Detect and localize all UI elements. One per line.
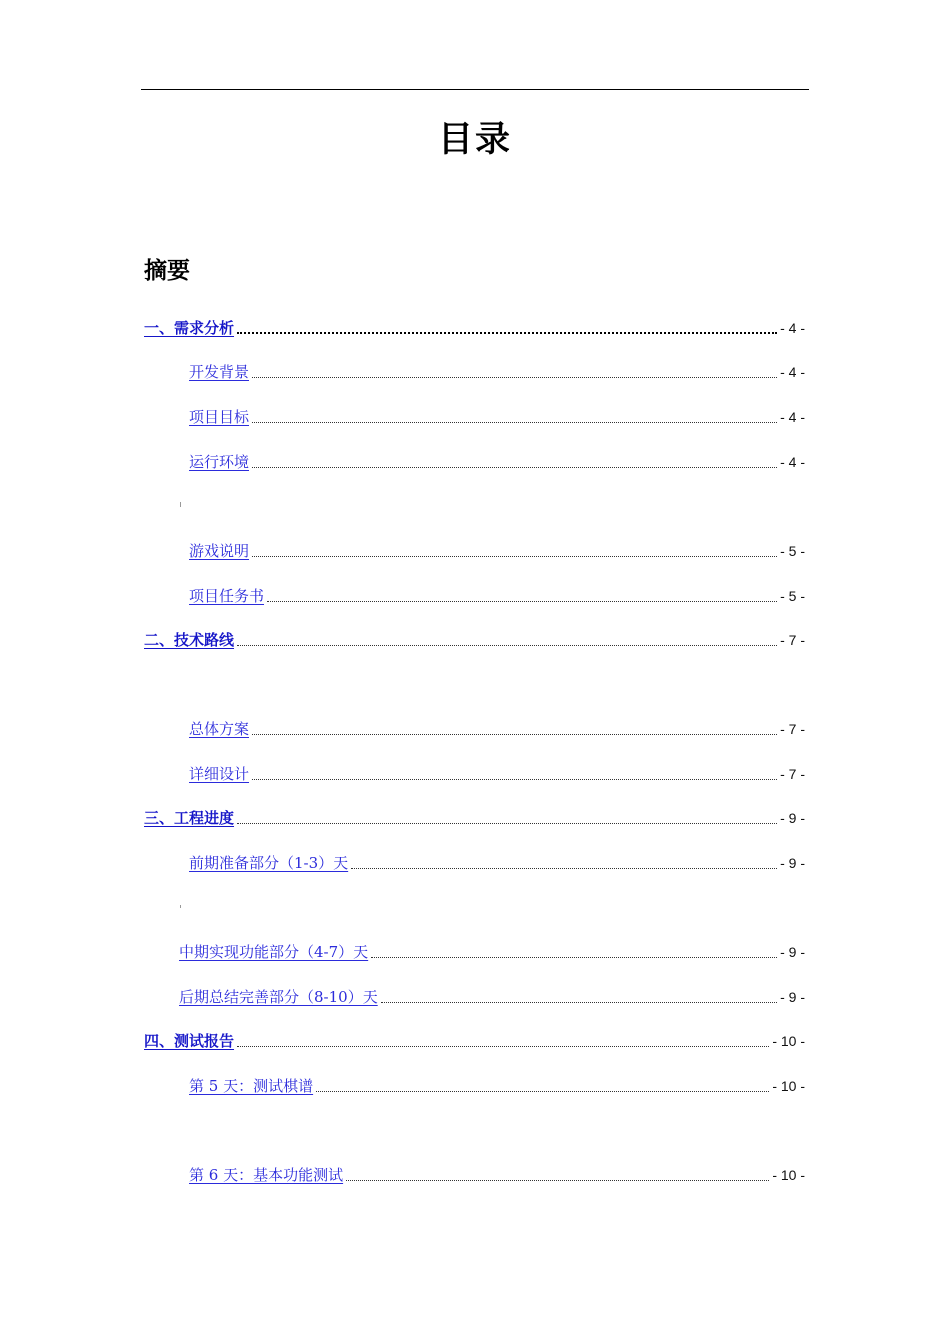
toc-page-number: - 7 - bbox=[780, 721, 805, 737]
toc-entry-day5-test[interactable] bbox=[179, 1073, 805, 1097]
toc-leader bbox=[237, 645, 777, 646]
toc-title: 目录 bbox=[437, 120, 512, 160]
toc-entry-requirements[interactable] bbox=[144, 315, 805, 339]
toc-page-number: - 4 - bbox=[780, 454, 805, 470]
toc-leader bbox=[237, 823, 777, 824]
toc-link[interactable]: 二、技术路线 bbox=[144, 631, 235, 649]
toc-page-number: - 9 - bbox=[780, 810, 805, 826]
toc-entry-progress[interactable] bbox=[144, 805, 805, 829]
toc-entry-late-phase[interactable] bbox=[179, 984, 805, 1008]
toc-link[interactable]: 一、需求分析 bbox=[144, 319, 235, 337]
toc-link[interactable]: 前期准备部分（1-3）天 bbox=[189, 854, 349, 872]
toc-page-number: - 9 - bbox=[780, 989, 805, 1005]
toc-leader bbox=[316, 1091, 769, 1092]
toc-link[interactable]: 四、测试报告 bbox=[144, 1032, 235, 1050]
toc-entry-task-book[interactable] bbox=[179, 583, 805, 607]
toc-entry-goals[interactable] bbox=[179, 404, 805, 428]
toc-link[interactable]: 项目目标 bbox=[189, 408, 250, 426]
toc-leader bbox=[252, 467, 777, 468]
toc-leader bbox=[351, 868, 777, 869]
toc-entry-day6-test[interactable] bbox=[179, 1162, 805, 1186]
toc-leader bbox=[346, 1180, 769, 1181]
toc-link[interactable]: 后期总结完善部分（8-10）天 bbox=[179, 988, 378, 1006]
toc-page-number: - 10 - bbox=[772, 1167, 805, 1183]
toc-link[interactable]: 运行环境 bbox=[189, 453, 250, 471]
stray-mark bbox=[180, 502, 181, 507]
toc-page-number: - 9 - bbox=[780, 855, 805, 871]
toc-entry-technical-route[interactable] bbox=[144, 627, 805, 651]
toc-page-number: - 7 - bbox=[780, 632, 805, 648]
toc-leader bbox=[381, 1002, 777, 1003]
toc-entry-middle-phase[interactable] bbox=[179, 939, 805, 963]
toc-link[interactable]: 第 6 天：基本功能测试 bbox=[189, 1166, 344, 1184]
toc-leader bbox=[252, 779, 777, 780]
toc-leader bbox=[252, 734, 777, 735]
toc-link[interactable]: 总体方案 bbox=[189, 720, 250, 738]
toc-page-number: - 5 - bbox=[780, 588, 805, 604]
toc-entry-background[interactable] bbox=[179, 359, 805, 383]
toc-entry-detailed-design[interactable] bbox=[179, 761, 805, 785]
toc-leader bbox=[237, 332, 777, 334]
toc-link[interactable]: 项目任务书 bbox=[189, 587, 265, 605]
toc-page-number: - 9 - bbox=[780, 944, 805, 960]
toc-entry-game-description[interactable] bbox=[179, 538, 805, 562]
toc-leader bbox=[252, 377, 777, 378]
toc-page-number: - 4 - bbox=[780, 409, 805, 425]
toc-page-number: - 4 - bbox=[780, 364, 805, 380]
toc-leader bbox=[237, 1046, 769, 1047]
toc-link[interactable]: 游戏说明 bbox=[189, 542, 250, 560]
toc-page-number: - 10 - bbox=[772, 1078, 805, 1094]
toc-page-number: - 5 - bbox=[780, 543, 805, 559]
toc-leader bbox=[371, 957, 777, 958]
toc-leader bbox=[252, 422, 777, 423]
toc-link[interactable]: 中期实现功能部分（4-7）天 bbox=[179, 943, 369, 961]
header-rule bbox=[141, 89, 809, 90]
toc-link[interactable]: 详细设计 bbox=[189, 765, 250, 783]
abstract-heading: 摘要 bbox=[144, 258, 190, 284]
toc-link[interactable]: 开发背景 bbox=[189, 363, 250, 381]
toc-page-number: - 10 - bbox=[772, 1033, 805, 1049]
toc-entry-environment[interactable] bbox=[179, 449, 805, 473]
toc-leader bbox=[267, 601, 777, 602]
toc-leader bbox=[252, 556, 777, 557]
stray-mark bbox=[180, 905, 181, 908]
toc-page-number: - 4 - bbox=[780, 320, 805, 336]
toc-entry-test-report[interactable] bbox=[144, 1028, 805, 1052]
toc-link[interactable]: 三、工程进度 bbox=[144, 809, 235, 827]
toc-entry-overall-plan[interactable] bbox=[179, 716, 805, 740]
toc-page-number: - 7 - bbox=[780, 766, 805, 782]
toc-link[interactable]: 第 5 天：测试棋谱 bbox=[189, 1077, 314, 1095]
toc-entry-early-phase[interactable] bbox=[179, 850, 805, 874]
